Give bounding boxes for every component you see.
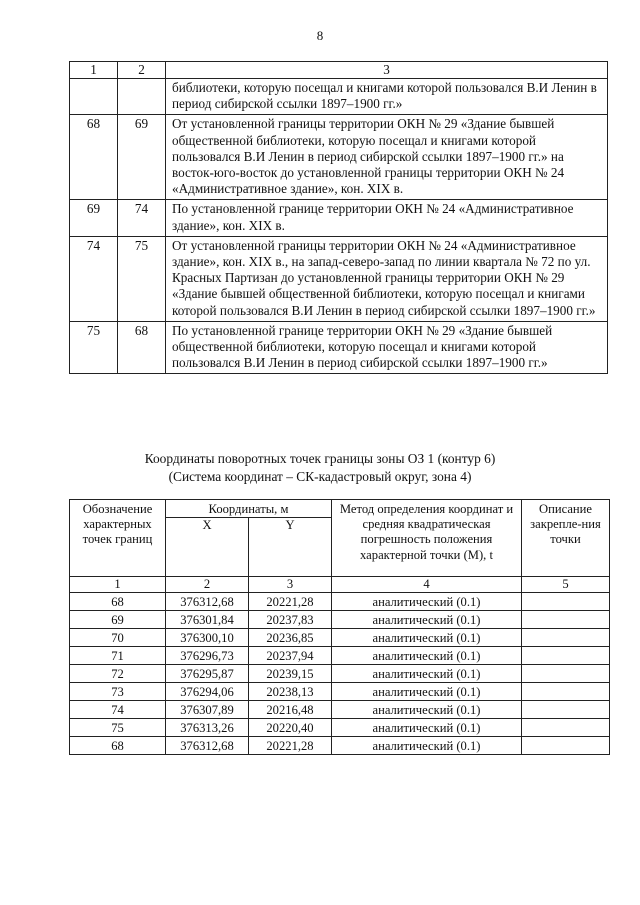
point-designation: 74 bbox=[70, 701, 166, 719]
method: аналитический (0.1) bbox=[332, 629, 522, 647]
fixing-description bbox=[522, 683, 610, 701]
coordinates-table bbox=[69, 499, 610, 755]
fixing-description bbox=[522, 665, 610, 683]
segment-description: От установленной границы территории ОКН № 29 «Здание бывшей общественной библиотеки, которую посещал и книгами которой пользовался В.И Ленин в период сибирской ссылки 1897–1900 гг.» на восток-юго-восток до установленной границы территории ОКН № 24 «Административное здание», кон. XIX в. bbox=[166, 115, 608, 200]
point-designation: 75 bbox=[70, 719, 166, 737]
point-designation: 68 bbox=[70, 593, 166, 611]
method: аналитический (0.1) bbox=[332, 611, 522, 629]
caption-title: Координаты поворотных точек границы зоны ОЗ 1 (контур 6) bbox=[144, 451, 496, 466]
column-number: 3 bbox=[249, 577, 332, 593]
coordinate-y: 20221,28 bbox=[249, 737, 332, 755]
coordinate-x: 376307,89 bbox=[166, 701, 249, 719]
column-number: 2 bbox=[166, 577, 249, 593]
coordinate-x: 376312,68 bbox=[166, 737, 249, 755]
point-designation: 72 bbox=[70, 665, 166, 683]
header-point-designation: Обозначение характерных точек границ bbox=[70, 500, 166, 577]
table-row bbox=[70, 593, 610, 611]
table-row bbox=[70, 683, 610, 701]
segment-description: По установленной границе территории ОКН № 29 «Здание бывшей общественной библиотеки, которую посещал и книгами которой пользовался В.И Ленин в период сибирской ссылки 1897–1900 гг.» bbox=[166, 321, 608, 374]
coordinate-y: 20239,15 bbox=[249, 665, 332, 683]
table-header-row bbox=[70, 500, 610, 518]
coordinate-y: 20236,85 bbox=[249, 629, 332, 647]
table-row bbox=[70, 321, 608, 374]
table-row bbox=[70, 647, 610, 665]
method: аналитический (0.1) bbox=[332, 683, 522, 701]
segment-description: От установленной границы территории ОКН № 24 «Административное здание», кон. XIX в., на запад-северо-запад по линии квартала № 72 по ул. Красных Партизан до установленной границы территории ОКН № 29 «Здание бывшей общественной библиотеки, которую посещал и книгами которой пользовался В.И Ленин в период сибирской ссылки 1897–1900 гг.» bbox=[166, 236, 608, 321]
coordinate-x: 376296,73 bbox=[166, 647, 249, 665]
coordinate-x: 376294,06 bbox=[166, 683, 249, 701]
table-row bbox=[70, 611, 610, 629]
fixing-description bbox=[522, 719, 610, 737]
to-point: 69 bbox=[118, 115, 166, 200]
table-row bbox=[70, 115, 608, 200]
point-designation: 69 bbox=[70, 611, 166, 629]
column-numbers-row bbox=[70, 577, 610, 593]
table-row bbox=[70, 737, 610, 755]
page-number: 8 bbox=[316, 28, 324, 43]
header-x: X bbox=[166, 518, 249, 577]
segment-description: библиотеки, которую посещал и книгами которой пользовался В.И Ленин в период сибирской ссылки 1897–1900 гг.» bbox=[166, 79, 608, 115]
coordinate-y: 20237,83 bbox=[249, 611, 332, 629]
table-header-row bbox=[70, 62, 608, 79]
header-y: Y bbox=[249, 518, 332, 577]
header-coordinates: Координаты, м bbox=[166, 500, 332, 518]
table-row bbox=[70, 701, 610, 719]
fixing-description bbox=[522, 701, 610, 719]
to-point: 74 bbox=[118, 200, 166, 236]
point-designation: 71 bbox=[70, 647, 166, 665]
coordinate-x: 376300,10 bbox=[166, 629, 249, 647]
coordinate-y: 20216,48 bbox=[249, 701, 332, 719]
method: аналитический (0.1) bbox=[332, 593, 522, 611]
fixing-description bbox=[522, 629, 610, 647]
method: аналитический (0.1) bbox=[332, 701, 522, 719]
column-number: 5 bbox=[522, 577, 610, 593]
method: аналитический (0.1) bbox=[332, 737, 522, 755]
method: аналитический (0.1) bbox=[332, 647, 522, 665]
fixing-description bbox=[522, 593, 610, 611]
segment-description: По установленной границе территории ОКН № 24 «Административное здание», кон. XIX в. bbox=[166, 200, 608, 236]
to-point bbox=[118, 79, 166, 115]
coordinates-caption bbox=[0, 450, 640, 486]
header-fixing-description: Описание закрепле-ния точки bbox=[522, 500, 610, 577]
point-designation: 73 bbox=[70, 683, 166, 701]
to-point: 68 bbox=[118, 321, 166, 374]
column-number: 2 bbox=[118, 62, 166, 79]
header-method: Метод определения координат и средняя квадратическая погрешность положения характерной точки (M), t bbox=[332, 500, 522, 577]
coordinate-y: 20221,28 bbox=[249, 593, 332, 611]
coordinate-x: 376301,84 bbox=[166, 611, 249, 629]
coordinate-x: 376295,87 bbox=[166, 665, 249, 683]
to-point: 75 bbox=[118, 236, 166, 321]
table-row bbox=[70, 719, 610, 737]
coordinate-y: 20238,13 bbox=[249, 683, 332, 701]
fixing-description bbox=[522, 647, 610, 665]
column-number: 3 bbox=[166, 62, 608, 79]
coordinate-y: 20220,40 bbox=[249, 719, 332, 737]
table-row bbox=[70, 200, 608, 236]
method: аналитический (0.1) bbox=[332, 665, 522, 683]
coordinate-x: 376312,68 bbox=[166, 593, 249, 611]
caption-subtitle: (Система координат – СК-кадастровый округ, зона 4) bbox=[168, 469, 472, 484]
from-point: 69 bbox=[70, 200, 118, 236]
column-number: 4 bbox=[332, 577, 522, 593]
column-number: 1 bbox=[70, 577, 166, 593]
coordinate-y: 20237,94 bbox=[249, 647, 332, 665]
table-row bbox=[70, 236, 608, 321]
coordinate-x: 376313,26 bbox=[166, 719, 249, 737]
boundary-description-table bbox=[69, 61, 608, 374]
table-row bbox=[70, 665, 610, 683]
from-point bbox=[70, 79, 118, 115]
method: аналитический (0.1) bbox=[332, 719, 522, 737]
point-designation: 68 bbox=[70, 737, 166, 755]
from-point: 75 bbox=[70, 321, 118, 374]
table-row bbox=[70, 629, 610, 647]
table-row bbox=[70, 79, 608, 115]
point-designation: 70 bbox=[70, 629, 166, 647]
fixing-description bbox=[522, 737, 610, 755]
from-point: 74 bbox=[70, 236, 118, 321]
fixing-description bbox=[522, 611, 610, 629]
column-number: 1 bbox=[70, 62, 118, 79]
from-point: 68 bbox=[70, 115, 118, 200]
